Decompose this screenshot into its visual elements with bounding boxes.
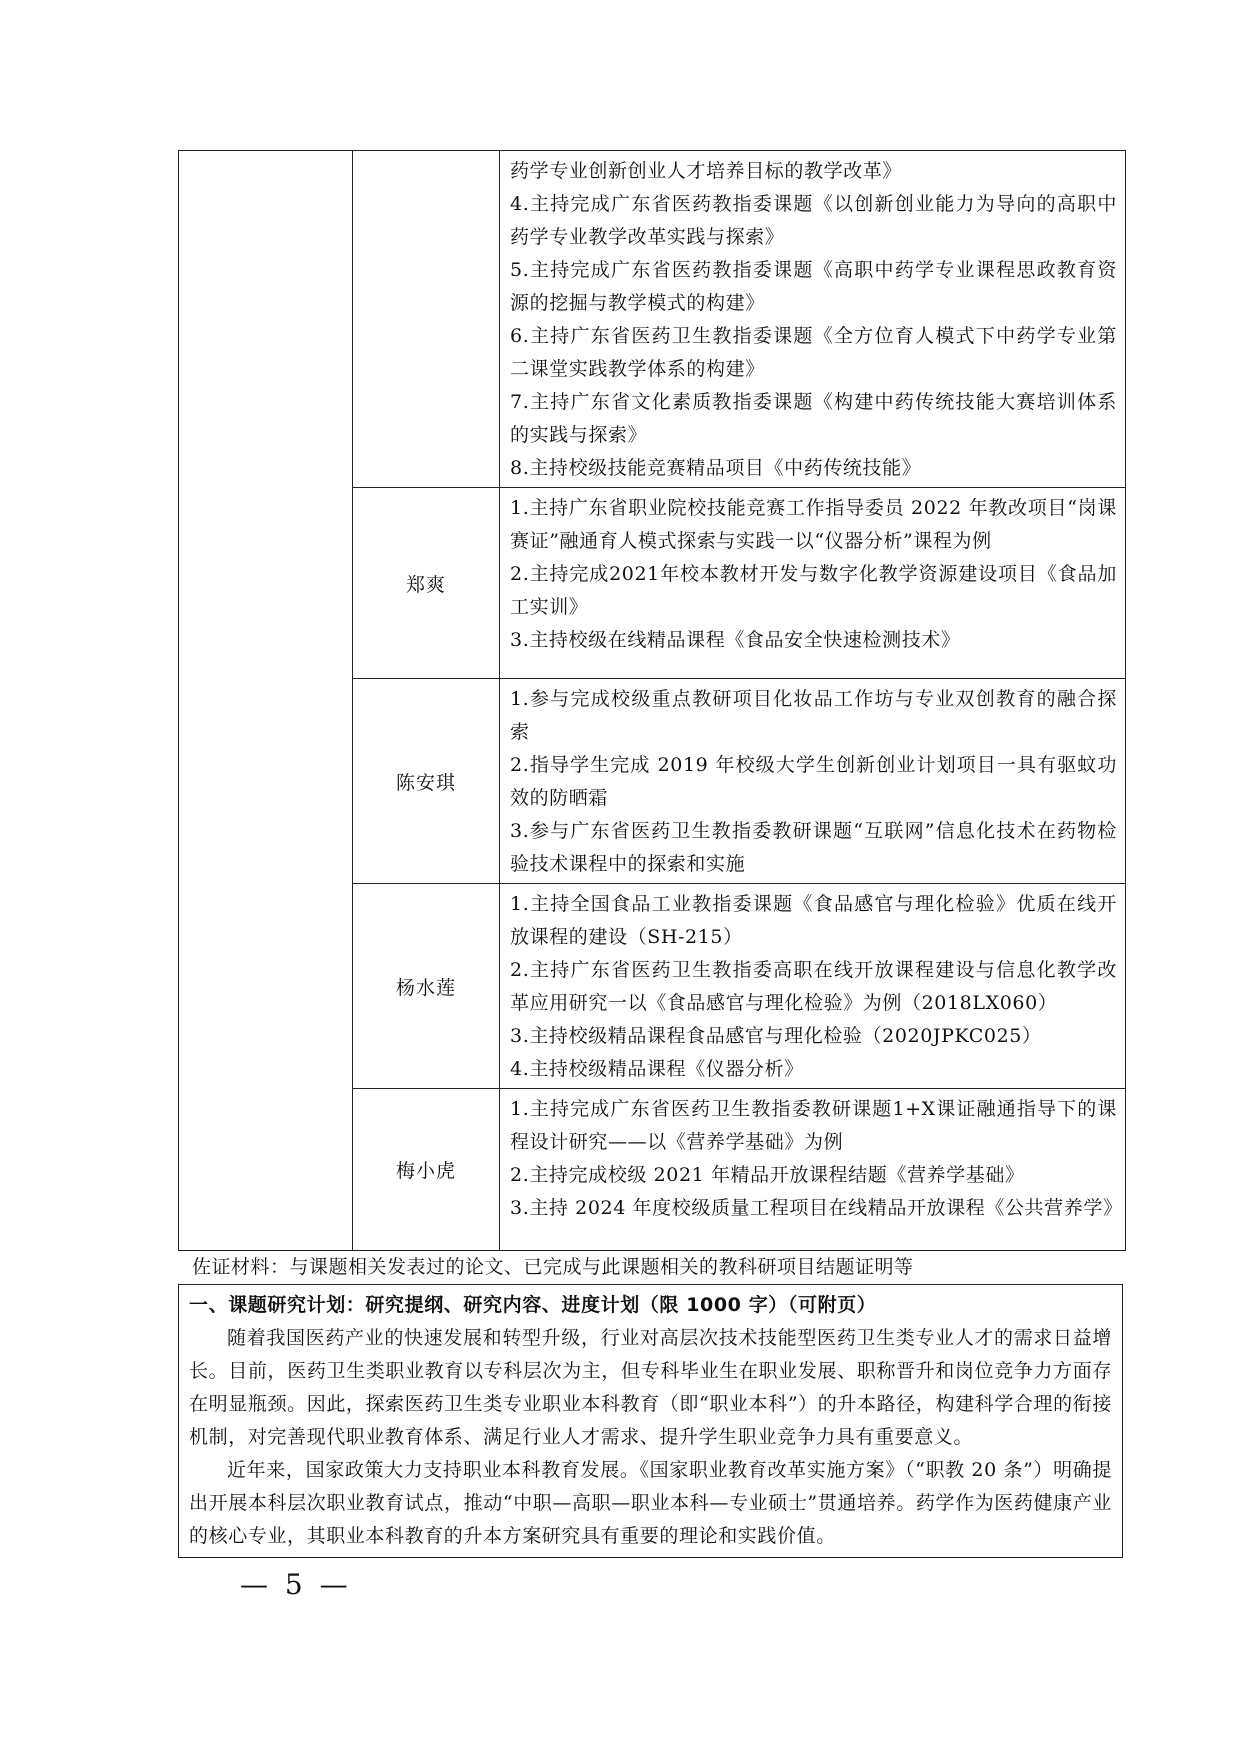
- paragraph: 近年来，国家政策大力支持职业本科教育发展。《国家职业教育改革实施方案》（“职教 20 条”）明确提出开展本科层次职业教育试点，推动“中职—高职—职业本科—专业硕士”贯通培养。药学作为医药健康产业的核心专业，其职业本科教育的升本方案研究具有重要的理论和实践价值。: [189, 1459, 1112, 1547]
- list-item: 2.主持完成校级 2021 年精品开放课程结题《营养学基础》: [510, 1164, 1025, 1186]
- list-item: 1.主持全国食品工业教指委课题《食品感官与理化检验》优质在线开放课程的建设（SH-215）: [510, 893, 1117, 948]
- list-item: 3.参与广东省医药卫生教指委教研课题“互联网”信息化技术在药物检验技术课程中的探索和实施: [510, 820, 1117, 875]
- member-name: 陈安琪: [353, 679, 500, 884]
- list-item: 1.参与完成校级重点教研项目化妆品工作坊与专业双创教育的融合探索: [510, 688, 1117, 743]
- list-item: 3.主持 2024 年度校级质量工程项目在线精品开放课程《公共营养学》: [510, 1197, 1123, 1219]
- member-name: 郑爽: [353, 488, 500, 679]
- list-item: 4.主持完成广东省医药教指委课题《以创新创业能力为导向的高职中药学专业教学改革实践与探索》: [510, 193, 1117, 248]
- list-item: 1.主持广东省职业院校技能竞赛工作指导委员 2022 年教改项目“岗课赛证”融通育人模式探索与实践一以“仪器分析”课程为例: [510, 497, 1117, 552]
- research-plan-box: [178, 1284, 1123, 1558]
- list-item: 2.指导学生完成 2019 年校级大学生创新创业计划项目一具有驱蚊功效的防晒霜: [510, 754, 1117, 809]
- list-item: 3.主持校级精品课程食品感官与理化检验（2020JPKC025）: [510, 1025, 1042, 1047]
- projects-cell: [500, 151, 1126, 488]
- member-name: [353, 151, 500, 488]
- page-number: — 5 —: [240, 1568, 352, 1601]
- list-item: 1.主持完成广东省医药卫生教指委教研课题1+X课证融通指导下的课程设计研究——以《营养学基础》为例: [510, 1098, 1117, 1153]
- paragraph: 随着我国医药产业的快速发展和转型升级，行业对高层次技术技能型医药卫生类专业人才的需求日益增长。目前，医药卫生类职业教育以专科层次为主，但专科毕业生在职业发展、职称晋升和岗位竞争力方面存在明显瓶颈。因此，探索医药卫生类专业职业本科教育（即“职业本科”）的升本路径，构建科学合理的衔接机制，对完善现代职业教育体系、满足行业人才需求、提升学生职业竞争力具有重要意义。: [189, 1327, 1112, 1448]
- list-item: 6.主持广东省医药卫生教指委课题《全方位育人模式下中药学专业第二课堂实践教学体系的构建》: [510, 325, 1117, 380]
- projects-cell: [500, 488, 1126, 679]
- list-item: 2.主持广东省医药卫生教指委高职在线开放课程建设与信息化教学改革应用研究一以《食品感官与理化检验》为例（2018LX060）: [510, 959, 1117, 1014]
- list-item: 药学专业创新创业人才培养目标的教学改革》: [510, 160, 903, 182]
- list-item: 5.主持完成广东省医药教指委课题《高职中药学专业课程思政教育资源的挖掘与教学模式的构建》: [510, 259, 1117, 314]
- list-item: 2.主持完成2021年校本教材开发与数字化教学资源建设项目《食品加工实训》: [510, 563, 1117, 618]
- list-item: 4.主持校级精品课程《仪器分析》: [510, 1058, 804, 1080]
- section-heading: 一、课题研究计划：研究提纲、研究内容、进度计划（限 1000 字）（可附页）: [189, 1294, 877, 1316]
- merged-label-cell: [179, 151, 353, 1251]
- members-table: [178, 150, 1126, 1251]
- projects-cell: [500, 884, 1126, 1089]
- list-item: 7.主持广东省文化素质教指委课题《构建中药传统技能大赛培训体系的实践与探索》: [510, 391, 1117, 446]
- evidence-note: 佐证材料：与课题相关发表过的论文、已完成与此课题相关的教科研项目结题证明等: [192, 1256, 914, 1278]
- list-item: 8.主持校级技能竞赛精品项目《中药传统技能》: [510, 457, 922, 479]
- table-row: [179, 151, 1126, 488]
- member-name: 杨水莲: [353, 884, 500, 1089]
- member-name: 梅小虎: [353, 1089, 500, 1251]
- list-item: 3.主持校级在线精品课程《食品安全快速检测技术》: [510, 629, 961, 651]
- projects-cell: [500, 1089, 1126, 1251]
- projects-cell: [500, 679, 1126, 884]
